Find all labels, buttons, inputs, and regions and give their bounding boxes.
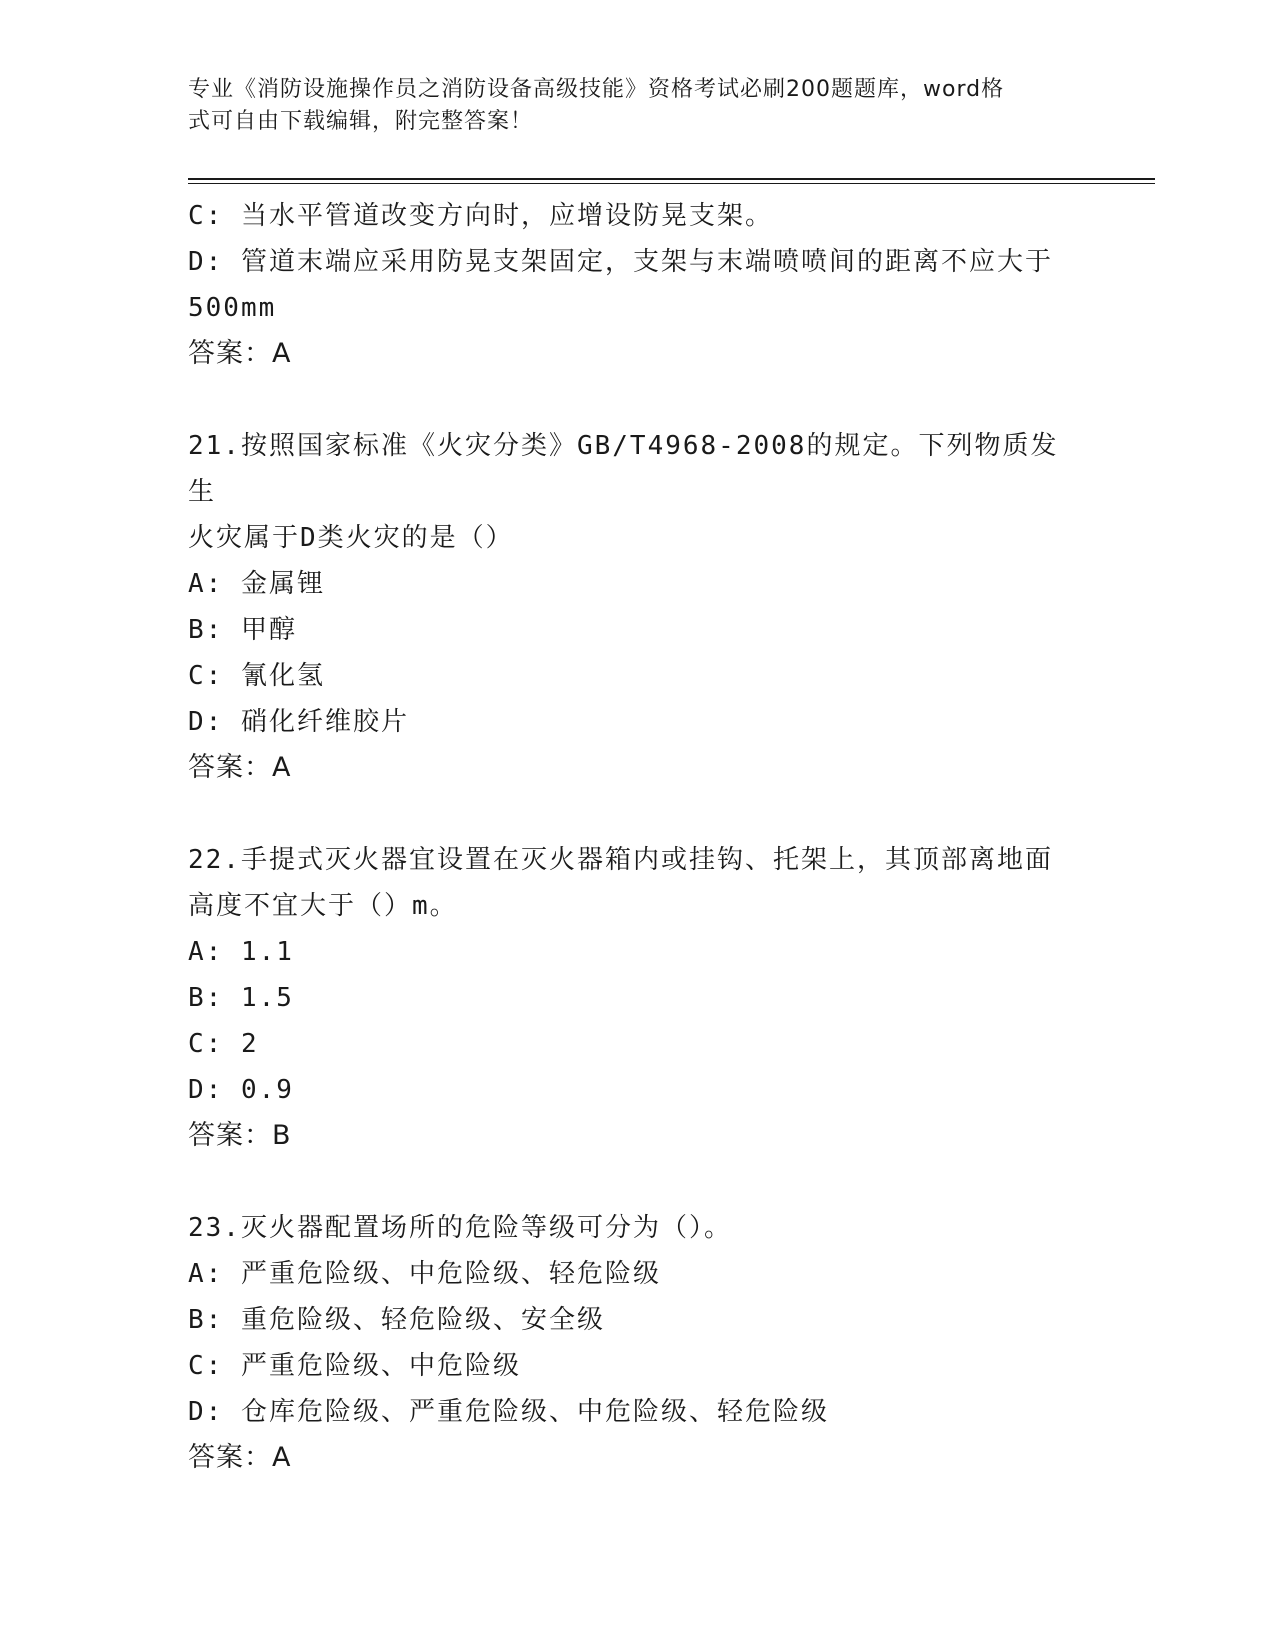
option-d: D: 硝化纤维胶片: [188, 707, 409, 737]
question-block-22: [188, 837, 1078, 1159]
answer: 答案：A: [188, 752, 292, 783]
option-c: C: 氰化氢: [188, 661, 325, 691]
option-a: A: 严重危险级、中危险级、轻危险级: [188, 1259, 661, 1289]
option-d: D: 管道末端应采用防晃支架固定，支架与末端喷喷间的距离不应大于: [188, 247, 1053, 277]
option-b: B: 甲醇: [188, 615, 297, 645]
option-b: B: 重危险级、轻危险级、安全级: [188, 1305, 605, 1335]
previous-question-block: [188, 193, 1078, 377]
spacer: [188, 1159, 1078, 1205]
option-d-continued: 500mm: [188, 293, 277, 323]
header-line-1: 专业《消防设施操作员之消防设备高级技能》资格考试必刷200题题库，word格: [188, 77, 1005, 102]
question-stem-continued: 高度不宜大于（）m。: [188, 891, 458, 921]
question-block-21: [188, 423, 1078, 791]
option-c: C: 严重危险级、中危险级: [188, 1351, 521, 1381]
question-stem: 21.按照国家标准《火灾分类》GB/T4968-2008的规定。下列物质发生: [188, 431, 1059, 507]
spacer: [188, 791, 1078, 837]
question-stem: 23.灭火器配置场所的危险等级可分为（）。: [188, 1213, 732, 1243]
header-divider-thick: [188, 178, 1155, 180]
option-c: C: 2: [188, 1029, 259, 1059]
question-content: [188, 193, 1078, 1481]
option-b: B: 1.5: [188, 983, 294, 1013]
option-a: A: 金属锂: [188, 569, 325, 599]
header-line-2: 式可自由下载编辑，附完整答案！: [188, 109, 534, 134]
document-header: [188, 74, 1068, 138]
header-divider-thin: [188, 183, 1155, 184]
answer: 答案：A: [188, 338, 292, 369]
option-c: C: 当水平管道改变方向时，应增设防晃支架。: [188, 201, 773, 231]
question-stem: 22.手提式灭火器宜设置在灭火器箱内或挂钩、托架上，其顶部离地面: [188, 845, 1053, 875]
answer: 答案：A: [188, 1442, 292, 1473]
answer: 答案：B: [188, 1120, 292, 1151]
option-d: D: 0.9: [188, 1075, 294, 1105]
spacer: [188, 377, 1078, 423]
question-stem-continued: 火灾属于D类火灾的是（）: [188, 523, 514, 553]
question-block-23: [188, 1205, 1078, 1481]
option-d: D: 仓库危险级、严重危险级、中危险级、轻危险级: [188, 1397, 829, 1427]
option-a: A: 1.1: [188, 937, 294, 967]
